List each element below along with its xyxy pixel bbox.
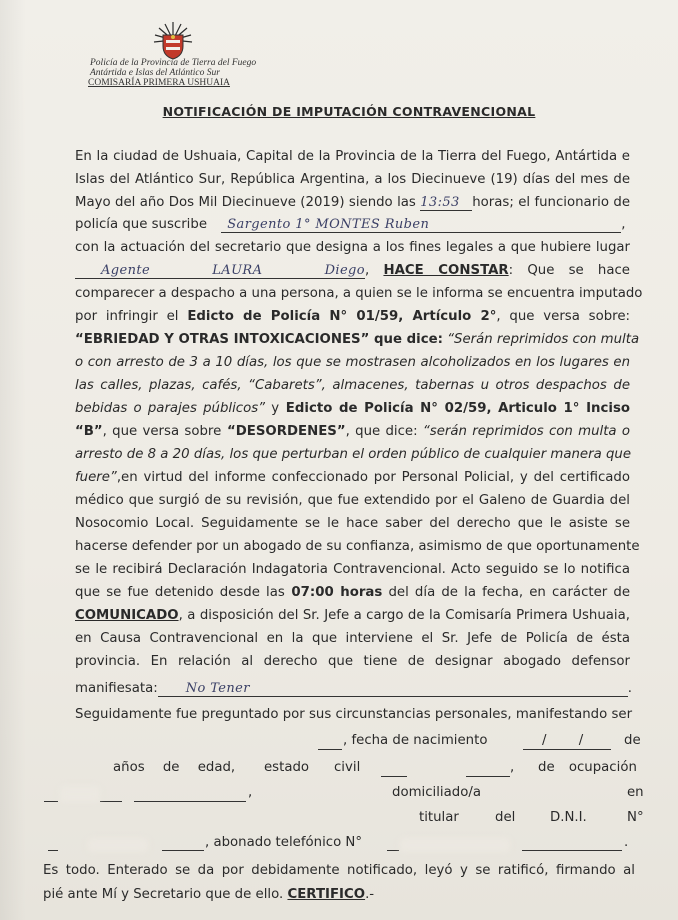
blank-phone-line-1 — [387, 850, 399, 851]
body-line-5: con la actuación del secretario que designa a los fines legales a que hubiere lugar — [75, 240, 630, 255]
body-line-14: arresto de 8 a 20 días, los que perturban el orden público de cualquier manera que — [75, 447, 631, 462]
body-line-25: Seguidamente fue preguntado por sus circunstancias personales, manifestando ser — [75, 707, 633, 722]
body-line-22: en Causa Contravencional en la que interviene el Sr. Jefe de Policía de ésta — [75, 631, 630, 646]
body-line-3: Mayo del año Dos Mil Diecinueve (2019) siendo las 13:53 horas; el funcionario de — [75, 195, 631, 210]
birthdate-separators: / / — [542, 733, 598, 748]
body-line-16: médico que surgió de su revisión, que fue extendido por el Galeno de Guardia del — [75, 493, 630, 508]
body-line-1: En la ciudad de Ushuaia, Capital de la Provincia de la Tierra del Fuego, Antártida e — [75, 149, 630, 164]
body-line-6: Agente LAURA Diego, HACE CONSTAR: Que se hace — [75, 262, 630, 280]
civil-label: civil — [334, 760, 361, 775]
station-name: COMISARÍA PRIMERA USHUAIA — [88, 78, 230, 88]
body-line-32: pié ante Mí y Secretario que de ello. CERTIFICO.- — [43, 887, 375, 902]
blank-occupation-line-2 — [100, 801, 122, 802]
org-line-2: Antártida e Islas del Atlántico Sur — [90, 68, 220, 78]
header-block — [88, 58, 256, 88]
titular-label: titular — [419, 810, 459, 825]
body-line-15: fuere”,en virtud del informe confeccionado por Personal Policial, y del certificado — [75, 470, 630, 485]
redaction-smudge — [60, 786, 100, 802]
body-line-23: provincia. En relación al derecho que tiene de designar abogado defensor — [75, 654, 630, 669]
body-line-19: se le recibirá Declaración Indagatoria Contravencional. Acto seguido se lo notifica — [75, 562, 630, 577]
blank-dni-line-2 — [162, 850, 204, 851]
occupation-label: de ocupación — [538, 760, 637, 775]
birthdate-label: , fecha de nacimiento — [343, 733, 488, 748]
body-line-2: Islas del Atlántico Sur, República Argentina, a los Diecinueve (19) días del mes de — [75, 172, 630, 187]
age-label: años de edad, — [113, 760, 236, 775]
body-line-31: Es todo. Enterado se da por debidamente notificado, leyó y se ratificó, firmando al — [43, 863, 635, 878]
blank-phone-line-2 — [522, 850, 622, 851]
body-line-11: las calles, plazas, cafés, “Cabarets”, almacenes, tabernas u otros despachos de — [75, 378, 630, 393]
handwritten-lawyer-answer: No Tener — [185, 681, 250, 696]
label-de: de — [624, 733, 641, 748]
blank-occupation-line-3 — [134, 801, 246, 802]
body-line-8: por infringir el Edicto de Policía N° 01/59, Artículo 2°, que versa sobre: — [75, 309, 631, 324]
body-line-20: que se fue detenido desde las 07:00 horas del día de la fecha, en carácter de — [75, 585, 631, 600]
title-text: NOTIFICACIÓN DE IMPUTACIÓN CONTRAVENCIONAL — [162, 104, 536, 119]
blank-civil-line-2 — [466, 776, 510, 777]
body-line-9: “EBRIEDAD Y OTRAS INTOXICACIONES” que dice: “Serán reprimidos con multa — [75, 332, 640, 347]
del-label: del — [495, 810, 516, 825]
body-line-4: policía que suscribe Sargento 1° MONTES Ruben , — [75, 217, 626, 232]
handwritten-time: 13:53 — [420, 195, 460, 210]
blank-age-line — [318, 749, 342, 750]
comma-occupation: , — [248, 785, 253, 800]
body-line-18: hacerse defender por un abogado de su confianza, asimismo de que oportunamente — [75, 539, 640, 554]
body-line-13: “B”, que versa sobre “DESORDENES”, que dice: “serán reprimidos con multa o — [75, 424, 631, 439]
police-seal-logo — [152, 20, 194, 60]
redaction-smudge — [400, 838, 510, 852]
body-line-10: o con arresto de 3 a 10 días, los que se mostrasen alcoholizados en los lugares en — [75, 355, 630, 370]
dni-number-label: N° — [627, 810, 644, 825]
estado-label: estado — [264, 760, 310, 775]
en-label: en — [627, 785, 644, 800]
phone-period: . — [624, 835, 629, 850]
dni-label: D.N.I. — [550, 810, 587, 825]
comma-civil: , — [510, 760, 515, 775]
body-line-24: manifiesata: No Tener . — [75, 681, 632, 696]
handwritten-officer: Sargento 1° MONTES Ruben — [227, 217, 430, 232]
blank-civil-line-1 — [381, 776, 407, 777]
blank-occupation-line-1 — [44, 801, 58, 802]
phone-label: , abonado telefónico N° — [205, 835, 363, 850]
handwritten-secretary: Agente LAURA Diego — [101, 263, 365, 278]
document-title — [0, 104, 678, 119]
body-line-12: bebidas o parajes públicos” y Edicto de Policía N° 02/59, Articulo 1° Inciso — [75, 401, 630, 416]
body-line-17: Nosocomio Local. Seguidamente se le hace saber del derecho que le asiste se — [75, 516, 630, 531]
domicile-label: domiciliado/a — [392, 785, 481, 800]
body-line-21: COMUNICADO, a disposición del Sr. Jefe a cargo de la Comisaría Primera Ushuaia, — [75, 608, 630, 623]
org-line-1: Policía de la Provincia de Tierra del Fuego — [90, 58, 257, 68]
body-line-7: comparecer a despacho a una persona, a quien se le informa se encuentra imputado — [75, 286, 643, 301]
redaction-smudge — [88, 838, 148, 852]
blank-dni-line-1 — [48, 850, 58, 851]
